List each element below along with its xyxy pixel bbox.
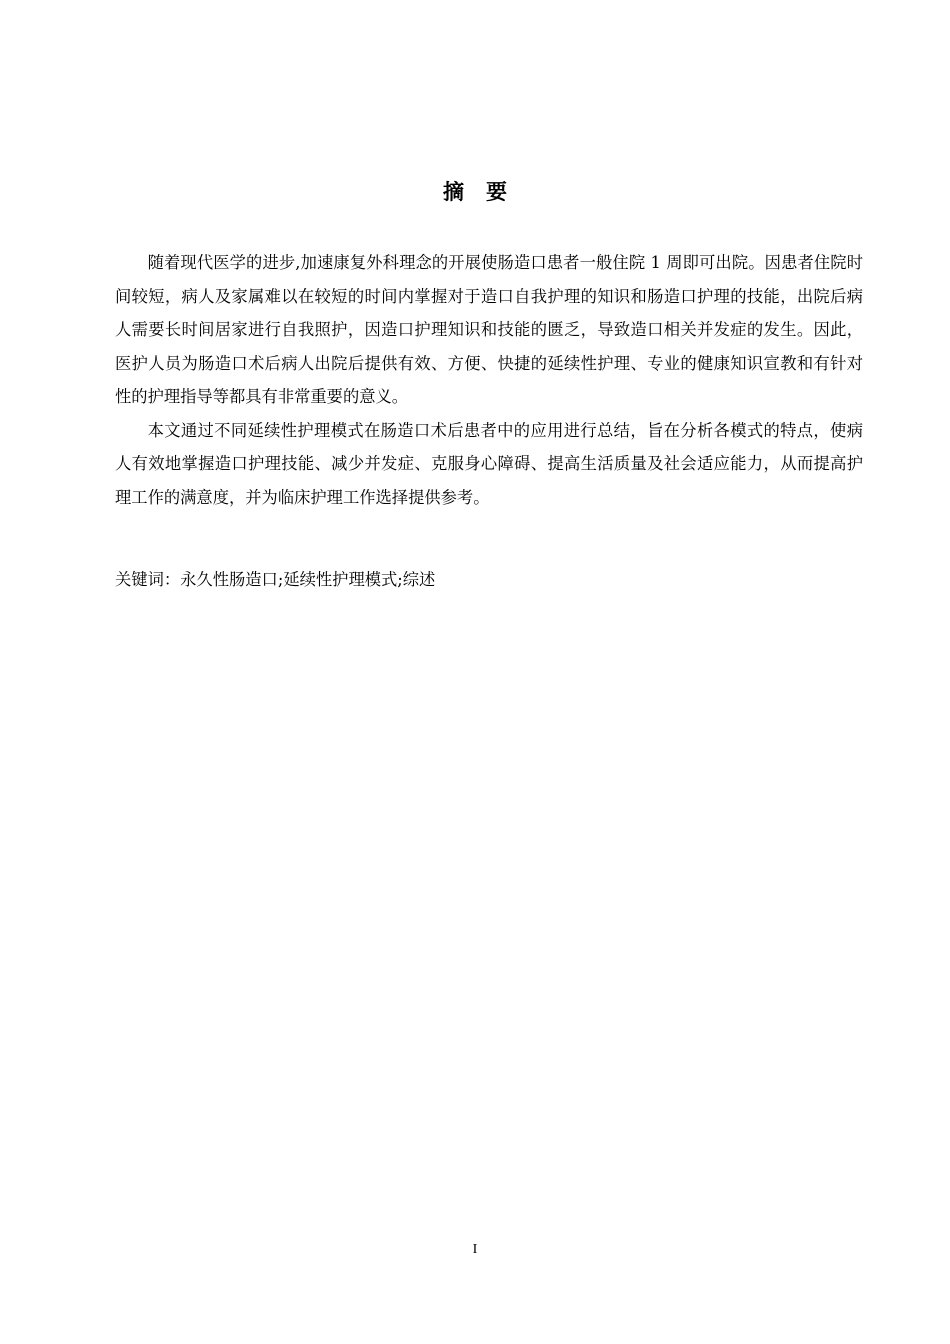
- page-number: I: [472, 1242, 478, 1257]
- abstract-body: [115, 246, 863, 514]
- keywords-value: 永久性肠造口;延续性护理模式;综述: [180, 570, 436, 589]
- abstract-paragraph-1: 随着现代医学的进步,加速康复外科理念的开展使肠造口患者一般住院 1 周即可出院。因患者住院时间较短，病人及家属难以在较短的时间内掌握对于造口自我护理的知识和肠造口护理的技能，出院后病人需要长时间居家进行自我照护，因造口护理知识和技能的匮乏，导致造口相关并发症的发生。因此，医护人员为肠造口术后病人出院后提供有效、方便、快捷的延续性护理、专业的健康知识宣教和有针对性的护理指导等都具有非常重要的意义。: [115, 253, 863, 406]
- keywords-line: [115, 563, 863, 597]
- keywords-label: 关键词：: [115, 570, 181, 589]
- abstract-paragraph-2: 本文通过不同延续性护理模式在肠造口术后患者中的应用进行总结，旨在分析各模式的特点，使病人有效地掌握造口护理技能、减少并发症、克服身心障碍、提高生活质量及社会适应能力，从而提高护理工作的满意度，并为临床护理工作选择提供参考。: [115, 420, 863, 507]
- page-title: 摘要: [443, 180, 529, 204]
